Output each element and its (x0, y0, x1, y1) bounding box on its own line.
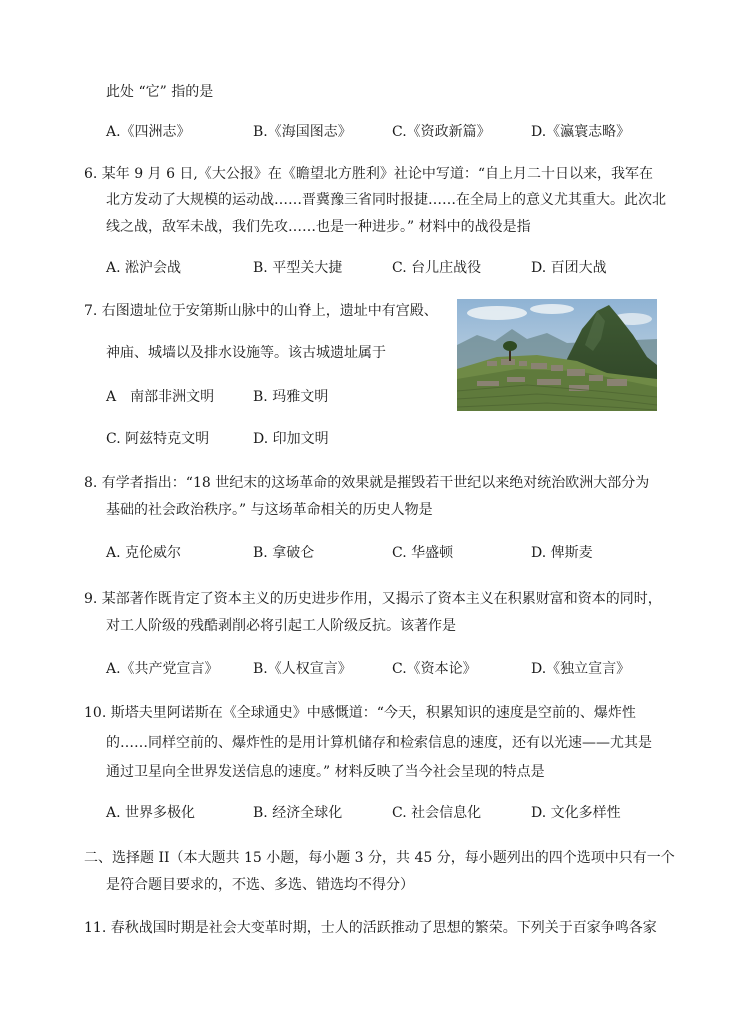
q5-option-d: D.《瀛寰志略》 (531, 124, 631, 140)
q7-stem-line-2: 神庙、城墙以及排水设施等。该古城遗址属于 (106, 345, 386, 361)
q7-option-c: C. 阿兹特克文明 (106, 431, 210, 447)
q8-option-a: A. 克伦威尔 (106, 545, 182, 561)
q7-option-a: A 南部非洲文明 (106, 389, 215, 405)
q10-option-a: A. 世界多极化 (106, 805, 196, 821)
section-2-heading-line-2: 是符合题目要求的，不选、多选、错选均不得分） (106, 877, 414, 893)
q7-option-d: D. 印加文明 (253, 431, 329, 447)
q10-option-b: B. 经济全球化 (253, 805, 343, 821)
q10-stem-line-1: 10. 斯塔夫里阿诺斯在《全球通史》中感慨道：“今天，积累知识的速度是空前的、爆炸性 (84, 705, 636, 721)
q11-stem-line-1: 11. 春秋战国时期是社会大变革时期，士人的活跃推动了思想的繁荣。下列关于百家争鸣各家 (84, 920, 657, 936)
q5-option-b: B.《海国图志》 (253, 124, 352, 140)
q7-stem-line-1: 7. 右图遗址位于安第斯山脉中的山脊上，遗址中有宫殿、 (84, 303, 438, 319)
q5-option-a: A.《四洲志》 (106, 124, 191, 140)
q5-option-c: C.《资政新篇》 (392, 124, 491, 140)
q6-stem-line-3: 线之战，敌军未战，我们先攻……也是一种进步。” 材料中的战役是指 (106, 219, 531, 235)
q8-option-c: C. 华盛顿 (392, 545, 454, 561)
q6-option-d: D. 百团大战 (531, 260, 607, 276)
q9-option-d: D.《独立宣言》 (531, 661, 631, 677)
q6-option-c: C. 台儿庄战役 (392, 260, 482, 276)
q10-stem-line-3: 通过卫星向全世界发送信息的速度。” 材料反映了当今社会呈现的特点是 (106, 764, 545, 780)
q9-option-b: B.《人权宣言》 (253, 661, 352, 677)
q6-option-a: A. 淞沪会战 (106, 260, 182, 276)
q6-option-b: B. 平型关大捷 (253, 260, 343, 276)
q10-option-c: C. 社会信息化 (392, 805, 482, 821)
section-2-heading-line-1: 二、选择题 II（本大题共 15 小题，每小题 3 分，共 45 分，每小题列出的四个选项中只有一个 (84, 850, 675, 866)
ruins-photo (457, 299, 657, 411)
q9-option-c: C.《资本论》 (392, 661, 477, 677)
q5-stem-tail: 此处 “它” 指的是 (106, 84, 214, 100)
q9-stem-line-2: 对工人阶级的残酷剥削必将引起工人阶级反抗。该著作是 (106, 618, 456, 634)
q10-stem-line-2: 的……同样空前的、爆炸性的是用计算机储存和检索信息的速度，还有以光速——尤其是 (106, 735, 652, 751)
q9-option-a: A.《共产党宣言》 (106, 661, 219, 677)
q6-stem-line-2: 北方发动了大规模的运动战……晋冀豫三省同时报捷……在全局上的意义尤其重大。此次北 (106, 192, 666, 208)
q8-stem-line-2: 基础的社会政治秩序。” 与这场革命相关的历史人物是 (106, 502, 433, 518)
q8-stem-line-1: 8. 有学者指出：“18 世纪末的这场革命的效果就是摧毁若干世纪以来绝对统治欧洲大部分为 (84, 475, 650, 491)
q7-option-b: B. 玛雅文明 (253, 389, 329, 405)
q8-option-b: B. 拿破仑 (253, 545, 315, 561)
q6-stem-line-1: 6. 某年 9 月 6 日,《大公报》在《瞻望北方胜利》社论中写道：“自上月二十日以来，我军在 (84, 166, 654, 182)
q8-option-d: D. 俾斯麦 (531, 545, 593, 561)
q10-option-d: D. 文化多样性 (531, 805, 621, 821)
q9-stem-line-1: 9. 某部著作既肯定了资本主义的历史进步作用，又揭示了资本主义在积累财富和资本的同时， (84, 591, 662, 607)
